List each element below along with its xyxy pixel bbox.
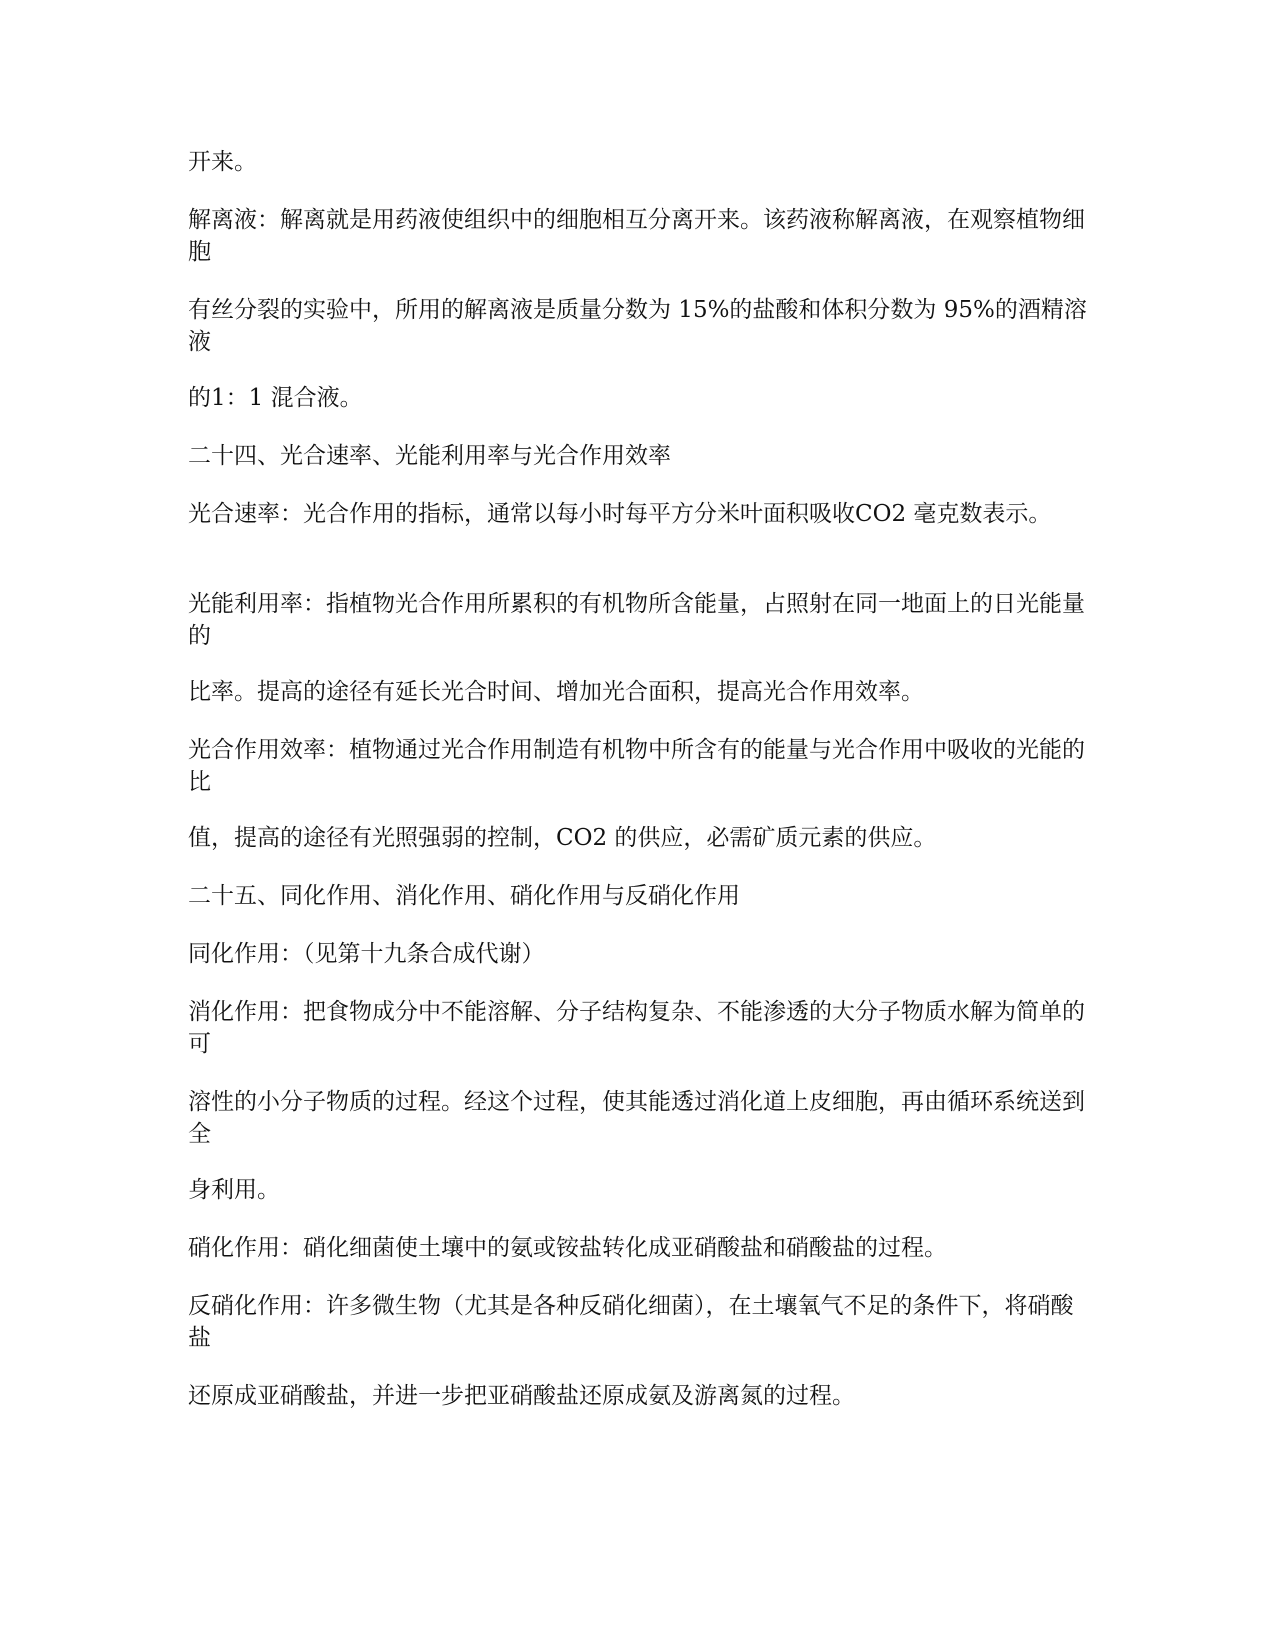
paragraph: 同化作用：（见第十九条合成代谢） xyxy=(188,941,545,967)
paragraph: 开来。 xyxy=(188,149,257,175)
paragraph: 光合作用效率：植物通过光合作用制造有机物中所含有的能量与光合作用中吸收的光能的比 xyxy=(188,737,1085,795)
paragraph: 的1：1 混合液。 xyxy=(188,385,363,411)
paragraph: 反硝化作用：许多微生物（尤其是各种反硝化细菌），在土壤氧气不足的条件下，将硝酸盐 xyxy=(188,1293,1074,1351)
paragraph: 硝化作用：硝化细菌使土壤中的氨或铵盐转化成亚硝酸盐和硝酸盐的过程。 xyxy=(188,1235,947,1261)
paragraph: 还原成亚硝酸盐，并进一步把亚硝酸盐还原成氨及游离氮的过程。 xyxy=(188,1383,855,1409)
paragraph: 身利用。 xyxy=(188,1177,280,1203)
section-heading: 二十四、光合速率、光能利用率与光合作用效率 xyxy=(188,443,671,469)
paragraph: 溶性的小分子物质的过程。经这个过程，使其能透过消化道上皮细胞，再由循环系统送到全 xyxy=(188,1089,1085,1147)
paragraph: 比率。提高的途径有延长光合时间、增加光合面积，提高光合作用效率。 xyxy=(188,679,924,705)
paragraph: 值，提高的途径有光照强弱的控制，CO2 的供应，必需矿质元素的供应。 xyxy=(188,825,937,851)
section-heading: 二十五、同化作用、消化作用、硝化作用与反硝化作用 xyxy=(188,883,740,909)
paragraph: 消化作用：把食物成分中不能溶解、分子结构复杂、不能渗透的大分子物质水解为简单的可 xyxy=(188,999,1085,1057)
paragraph: 解离液：解离就是用药液使组织中的细胞相互分离开来。该药液称解离液，在观察植物细胞 xyxy=(188,207,1085,265)
paragraph: 有丝分裂的实验中，所用的解离液是质量分数为 15%的盐酸和体积分数为 95%的酒精溶液 xyxy=(188,297,1087,355)
paragraph: 光合速率：光合作用的指标，通常以每小时每平方分米叶面积吸收CO2 毫克数表示。 xyxy=(188,501,1052,527)
paragraph: 光能利用率：指植物光合作用所累积的有机物所含能量，占照射在同一地面上的日光能量的 xyxy=(188,591,1085,649)
